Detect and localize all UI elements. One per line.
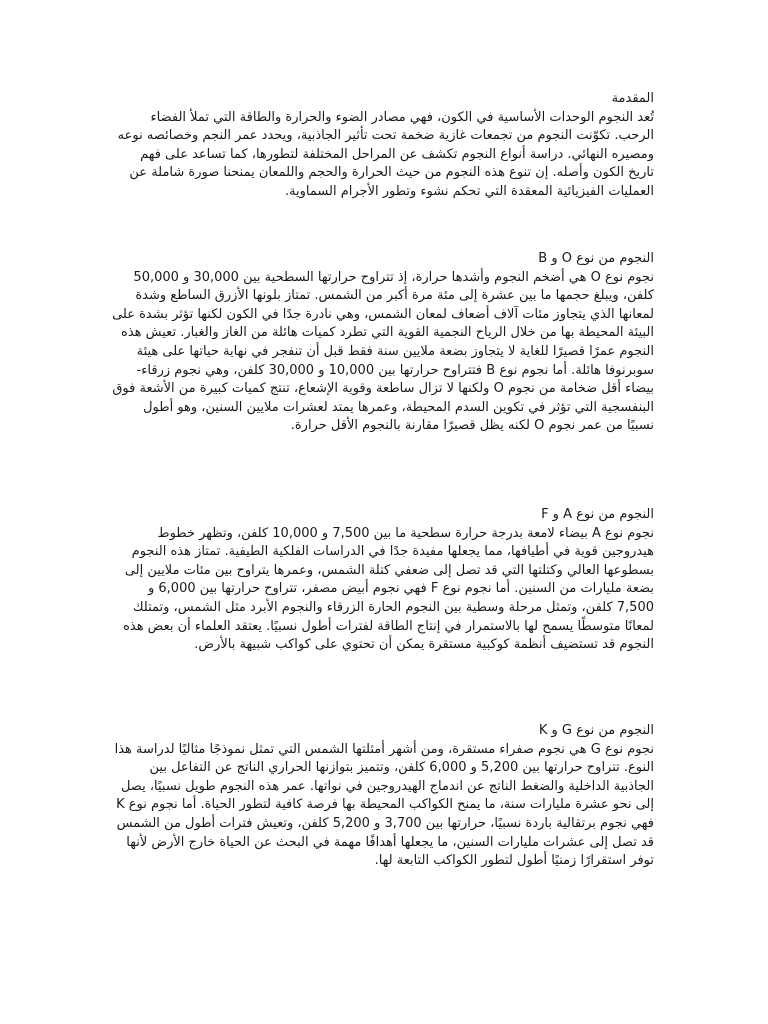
section-o-b-stars	[112, 250, 654, 436]
intro-section	[112, 90, 654, 202]
section-paragraph-a-f: نجوم نوع A بيضاء لامعة بدرجة حرارة سطحية ما بين 7,500 و 10,000 كلفن، وتظهر خطوط هيدروجين قوية في أطيافها، مما يجعلها مفيدة جدًا في الدراسات الفلكية الطيفية. تمتاز هذه النجوم بسطوعها العالي وكتلتها التي قد تصل إلى ضعفي كتلة الشمس، وعمرها يتراوح بين مئات ملايين إلى بضعة مليارات من السنين. أما نجوم نوع F فهي نجوم أبيض مصفر، تتراوح حرارتها بين 6,000 و 7,500 كلفن، وتمثل مرحلة وسطية بين النجوم الحارة الزرقاء والنجوم الأبرد مثل الشمس، وتمتلك لمعانًا متوسطًا يسمح لها بالاستمرار في إنتاج الطاقة لفترات أطول نسبيًا. يعتقد العلماء أن بعض هذه النجوم قد تستضيف أنظمة كوكبية مستقرة يمكن أن تحتوي على كواكب شبيهة بالأرض.	[123, 525, 654, 653]
section-title-g-k: النجوم من نوع G و K	[538, 723, 654, 738]
section-g-k-stars	[112, 722, 654, 871]
intro-title: المقدمة	[611, 91, 654, 106]
section-paragraph-g-k: نجوم نوع G هي نجوم صفراء مستقرة، ومن أشهر أمثلتها الشمس التي تمثل نموذجًا مثاليًا لدراسة هذا النوع. تتراوح حرارتها بين 5,200 و 6,000 كلفن، وتتميز بتوازنها الحراري الناتج عن التفاعل بين الجاذبية الداخلية والضغط الناتج عن اندماج الهيدروجين في نواتها. عمر هذه النجوم طويل نسبيًا، يصل إلى نحو عشرة مليارات سنة، ما يمنح الكواكب المحيطة بها فرصة كافية لتطور الحياة. أما نجوم نوع K فهي نجوم برتقالية باردة نسبيًا، حرارتها بين 3,700 و 5,200 كلفن، وتعيش فترات أطول من الشمس قد تصل إلى عشرات مليارات السنين، ما يجعلها أهدافًا مهمة في البحث عن الحياة خارج الأرض لأنها توفر استقرارًا زمنيًا أطول لتطور الكواكب التابعة لها.	[114, 741, 654, 869]
section-title-a-f: النجوم من نوع A و F	[541, 507, 654, 522]
section-title-o-b: النجوم من نوع O و B	[538, 251, 654, 266]
section-paragraph-o-b: نجوم نوع O هي أضخم النجوم وأشدها حرارة، إذ تتراوح حرارتها السطحية بين 30,000 و 50,000 كلفن، ويبلغ حجمها ما بين عشرة إلى مئة مرة أكبر من الشمس. تمتاز بلونها الأزرق الساطع وشدة لمعانها الذي يتجاوز مئات آلاف أضعاف لمعان الشمس، وهي نادرة جدًا في الكون لكنها تؤثر بشدة على البيئة المحيطة بها من خلال الرياح النجمية القوية التي تطرد كميات هائلة من الغاز والغبار. تعيش هذه النجوم عمرًا قصيرًا للغاية لا يتجاوز بضعة ملايين سنة فقط قبل أن تنفجر في نهاية حياتها على هيئة سوبرنوفا هائلة. أما نجوم نوع B فتتراوح حرارتها بين 10,000 و 30,000 كلفن، وهي نجوم زرقاء-بيضاء أقل ضخامة من نجوم O ولكنها لا تزال ساطعة وقوية الإشعاع، تنتج كميات كبيرة من الأشعة فوق البنفسجية التي تؤثر في تكوين السدم المحيطة، وعمرها يمتد لعشرات ملايين السنين، وهو أطول نسبيًا من عمر نجوم O لكنه يظل قصيرًا مقارنة بالنجوم الأقل حرارة.	[112, 269, 654, 434]
intro-paragraph: تُعد النجوم الوحدات الأساسية في الكون، فهي مصادر الضوء والحرارة والطاقة التي تملأ الفضاء الرحب. تكوّنت النجوم من تجمعات غازية ضخمة تحت تأثير الجاذبية، ويحدد عمر النجم وخصائصه نوعه ومصيره النهائي. دراسة أنواع النجوم تكشف عن المراحل المختلفة لتطورها، كما تساعد على فهم تاريخ الكون وأصله. إن تنوع هذه النجوم من حيث الحرارة والحجم واللمعان يمنحنا صورة شاملة عن العمليات الفيزيائية المعقدة التي تحكم نشوء وتطور الأجرام السماوية.	[117, 109, 654, 199]
section-a-f-stars	[112, 506, 654, 655]
